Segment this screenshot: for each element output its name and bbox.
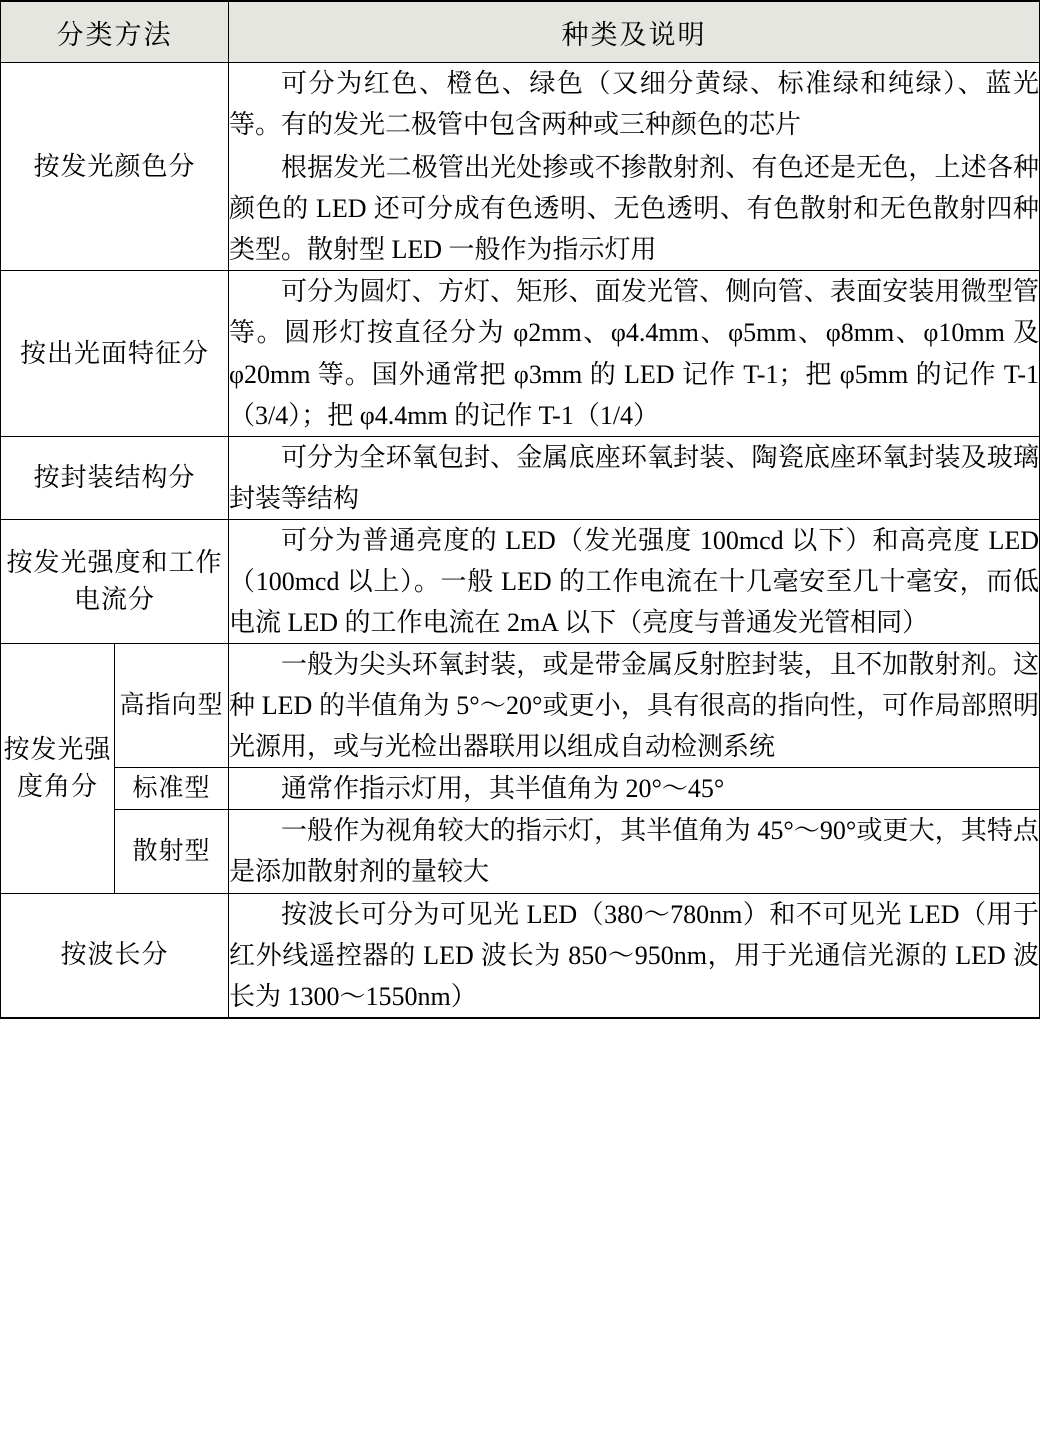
paragraph: 根据发光二极管出光处掺或不掺散射剂、有色还是无色，上述各种颜色的 LED 还可分成有色透明、无色透明、有色散射和无色散射四种类型。散射型 LED 一般作为指示灯用 (229, 153, 1039, 265)
row-label-intensity-angle: 按发光强度角分 (1, 644, 115, 893)
table-row (1, 810, 1040, 893)
column-header-description: 种类及说明 (229, 1, 1040, 63)
paragraph: 可分为普通亮度的 LED（发光强度 100mcd 以下）和高亮度 LED（100mcd 以上）。一般 LED 的工作电流在十几毫安至几十毫安，而低电流 LED 的工作电流在 2mA 以下（亮度与普通发光管相同） (229, 525, 1039, 638)
row-label-intensity-current: 按发光强度和工作电流分 (1, 519, 229, 643)
row-desc-package-structure (229, 436, 1040, 519)
row-desc-standard (229, 768, 1040, 810)
sub-label-diffuse: 散射型 (115, 810, 229, 893)
paragraph: 可分为圆灯、方灯、矩形、面发光管、侧向管、表面安装用微型管等。圆形灯按直径分为 φ2mm、φ4.4mm、φ5mm、φ8mm、φ10mm 及 φ20mm 等。国外通常把 φ3mm 的 LED 记作 T-1；把 φ5mm 的记作 T-1（3/4）；把 φ4.4mm 的记作 T-1（1/4） (229, 277, 1039, 430)
paragraph: 按波长可分为可见光 LED（380～780nm）和不可见光 LED（用于红外线遥控器的 LED 波长为 850～950nm，用于光通信光源的 LED 波长为 1300～1550nm） (229, 899, 1039, 1011)
column-header-method: 分类方法 (1, 1, 229, 63)
table-row (1, 436, 1040, 519)
row-desc-color (229, 63, 1040, 271)
row-desc-high-directivity (229, 644, 1040, 768)
paragraph: 一般作为视角较大的指示灯，其半值角为 45°～90°或更大，其特点是添加散射剂的量较大 (229, 816, 1039, 887)
row-desc-diffuse (229, 810, 1040, 893)
row-label-emitting-surface: 按出光面特征分 (1, 271, 229, 436)
sub-label-high-directivity: 高指向型 (115, 644, 229, 768)
row-desc-wavelength (229, 893, 1040, 1018)
paragraph: 一般为尖头环氧封装，或是带金属反射腔封装，且不加散射剂。这种 LED 的半值角为 5°～20°或更小，具有很高的指向性，可作局部照明光源用，或与光检出器联用以组成自动检测系统 (229, 650, 1039, 762)
row-label-wavelength: 按波长分 (1, 893, 229, 1018)
row-label-color: 按发光颜色分 (1, 63, 229, 271)
paragraph: 可分为全环氧包封、金属底座环氧封装、陶瓷底座环氧封装及玻璃封装等结构 (229, 442, 1039, 513)
table-row (1, 63, 1040, 271)
table-row (1, 893, 1040, 1018)
table-row (1, 644, 1040, 768)
row-label-package-structure: 按封装结构分 (1, 436, 229, 519)
table-header-row (1, 1, 1040, 63)
table-row (1, 519, 1040, 643)
table-row (1, 271, 1040, 436)
row-desc-emitting-surface (229, 271, 1040, 436)
row-desc-intensity-current (229, 519, 1040, 643)
paragraph: 通常作指示灯用，其半值角为 20°～45° (281, 774, 725, 804)
table-row (1, 768, 1040, 810)
paragraph: 可分为红色、橙色、绿色（又细分黄绿、标准绿和纯绿）、蓝光等。有的发光二极管中包含两种或三种颜色的芯片 (229, 69, 1039, 140)
table-body (1, 63, 1040, 1018)
table-header (1, 1, 1040, 63)
sub-label-standard: 标准型 (115, 768, 229, 810)
